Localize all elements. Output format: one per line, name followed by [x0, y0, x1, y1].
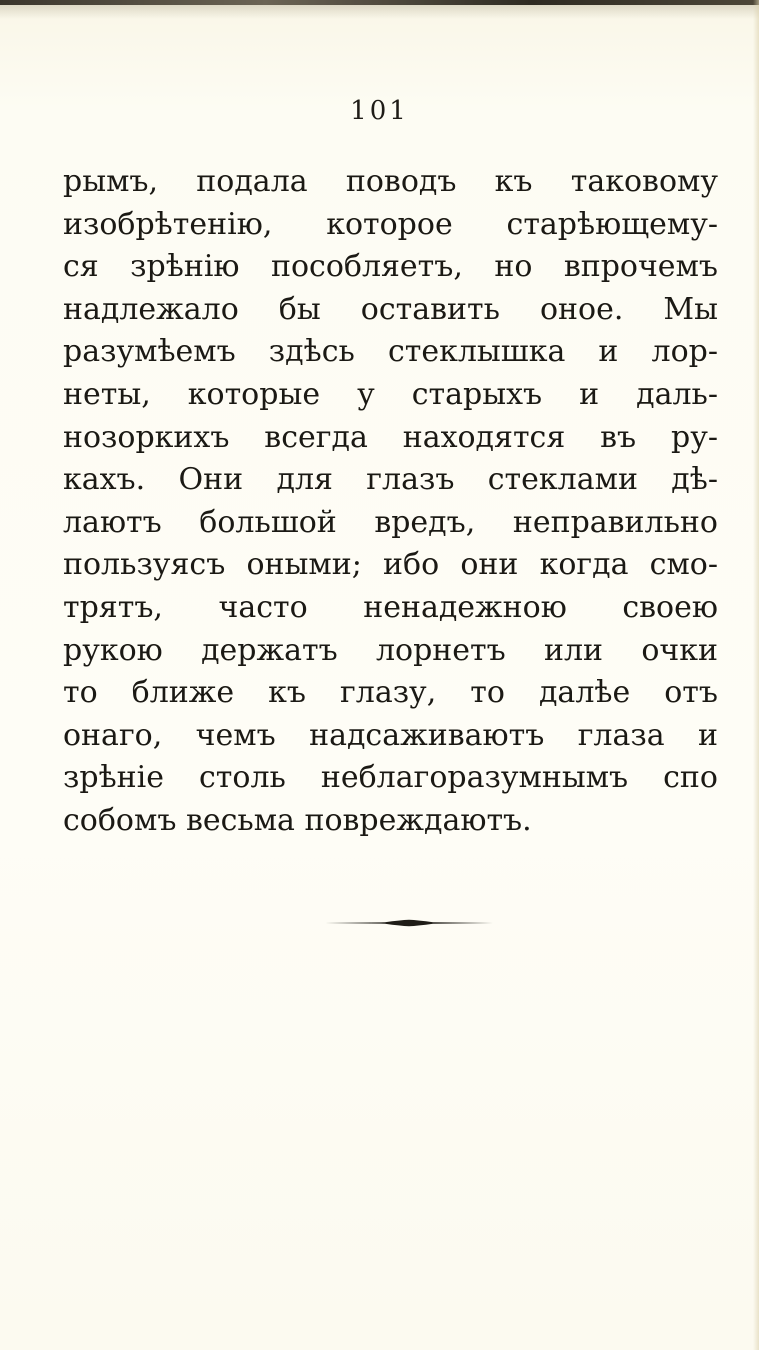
- text-line: то ближе къ глазу, то далѣе отъ: [63, 675, 718, 711]
- text-line: лаютъ большой вредъ, неправильно: [63, 504, 718, 540]
- text-line: нозоркихъ всегда находятся въ ру-: [63, 419, 718, 455]
- page-right-edge: [753, 0, 759, 1350]
- page-number: 101: [350, 96, 409, 126]
- text-line: рукою держатъ лорнетъ или очки: [63, 632, 718, 668]
- text-line: собомъ весьма повреждаютъ.: [63, 802, 532, 838]
- body-text: [63, 161, 718, 843]
- text-line: пользуясъ оными; ибо они когда смо-: [63, 547, 718, 583]
- text-line: надлежало бы оставить оное. Мы: [63, 291, 718, 327]
- text-line: изобрѣтенію, которое старѣющему-: [63, 206, 718, 242]
- ornamental-divider: [325, 915, 493, 931]
- text-line: зрѣніе столь неблагоразумнымъ спо: [63, 760, 718, 796]
- text-line: неты, которые у старыхъ и даль-: [63, 376, 718, 412]
- page-top-shadow: [0, 5, 759, 19]
- text-line: рымъ, подала поводъ къ таковому: [63, 164, 718, 199]
- text-line: разумѣемъ здѣсь стеклышка и лор-: [63, 334, 718, 370]
- text-line: трятъ, часто ненадежною своею: [63, 589, 718, 625]
- text-line: онаго, чемъ надсаживаютъ глаза и: [63, 717, 718, 753]
- text-line: кахъ. Они для глазъ стеклами дѣ-: [63, 462, 718, 498]
- text-line: ся зрѣнію пособляетъ, но впрочемъ: [63, 249, 718, 285]
